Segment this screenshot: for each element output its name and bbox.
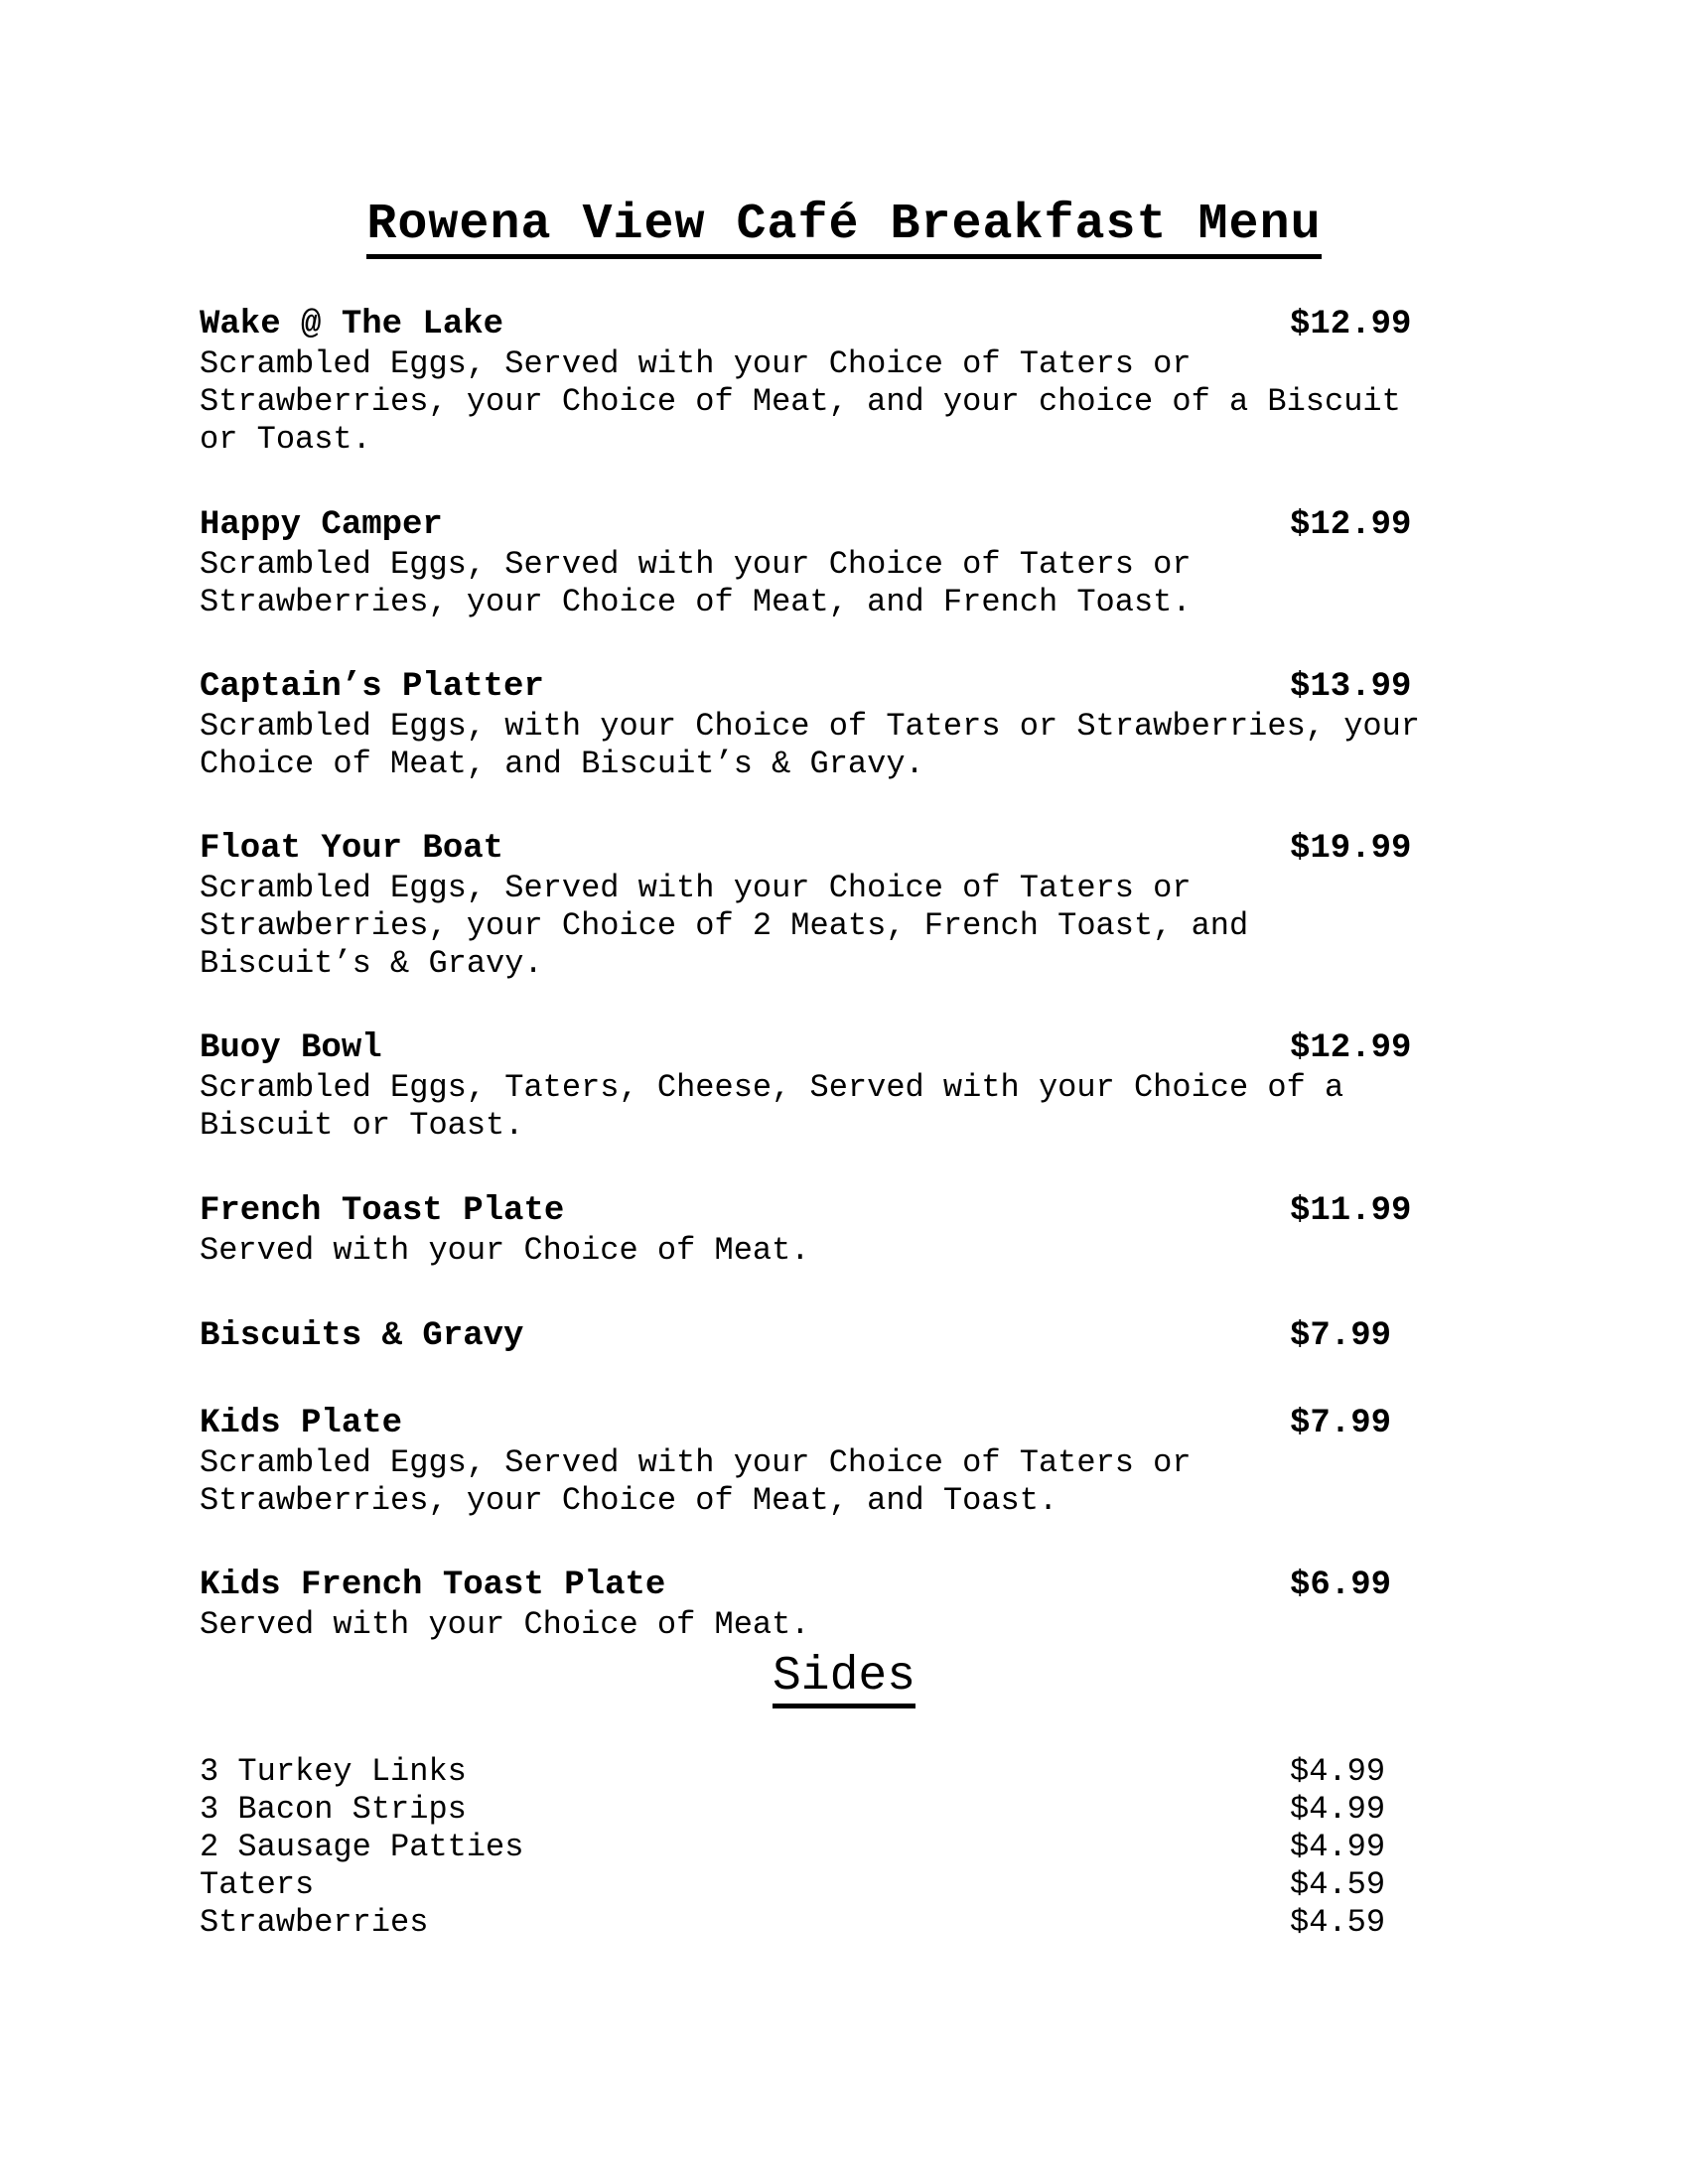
item-name: French Toast Plate — [200, 1192, 565, 1230]
side-name: 2 Sausage Patties — [200, 1829, 524, 1865]
item-name: Kids French Toast Plate — [200, 1567, 666, 1604]
item-name: Float Your Boat — [200, 830, 504, 868]
menu-item-biscuits-and-gravy — [200, 1315, 1490, 1357]
menu-item-happy-camper — [200, 504, 1490, 621]
item-name: Biscuits & Gravy — [200, 1317, 524, 1355]
item-name: Wake @ The Lake — [200, 306, 504, 343]
side-item — [200, 1904, 1490, 1942]
item-price: $19.99 — [1290, 830, 1412, 868]
side-price: $4.59 — [1290, 1866, 1386, 1903]
menu-item-french-toast-plate — [200, 1190, 1490, 1270]
item-price: $12.99 — [1290, 306, 1412, 343]
item-name: Captain’s Platter — [200, 668, 544, 706]
side-name: 3 Bacon Strips — [200, 1791, 467, 1828]
sides-heading — [0, 1648, 1688, 1706]
item-name: Happy Camper — [200, 506, 443, 544]
item-price: $12.99 — [1290, 1029, 1412, 1067]
menu-title — [0, 195, 1688, 256]
item-price: $11.99 — [1290, 1192, 1412, 1230]
item-name: Buoy Bowl — [200, 1029, 382, 1067]
item-name: Kids Plate — [200, 1405, 403, 1442]
sides-heading-text: Sides — [773, 1650, 915, 1708]
menu-item-wake-at-the-lake — [200, 304, 1490, 459]
menu-item-captains-platter — [200, 666, 1490, 783]
side-item — [200, 1829, 1490, 1866]
side-name: 3 Turkey Links — [200, 1753, 467, 1790]
item-price: $12.99 — [1290, 506, 1412, 544]
side-price: $4.99 — [1290, 1753, 1386, 1790]
item-description: Scrambled Eggs, Served with your Choice of Taters or Strawberries, your Choice of 2 Meats, French Toast, and Biscuit’s & Gravy. — [200, 870, 1249, 982]
item-price: $7.99 — [1290, 1317, 1392, 1355]
item-description: Scrambled Eggs, Served with your Choice of Taters or Strawberries, your Choice of Meat, and Toast. — [200, 1444, 1192, 1519]
side-item — [200, 1866, 1490, 1904]
item-description: Scrambled Eggs, with your Choice of Taters or Strawberries, your Choice of Meat, and Biscuit’s & Gravy. — [200, 708, 1420, 782]
side-name: Taters — [200, 1866, 315, 1903]
item-price: $7.99 — [1290, 1405, 1392, 1442]
item-description: Served with your Choice of Meat. — [200, 1606, 810, 1643]
menu-title-text: Rowena View Café Breakfast Menu — [366, 197, 1321, 259]
item-description: Scrambled Eggs, Served with your Choice of Taters or Strawberries, your Choice of Meat, and French Toast. — [200, 546, 1192, 620]
side-item — [200, 1753, 1490, 1791]
item-description: Scrambled Eggs, Taters, Cheese, Served with your Choice of a Biscuit or Toast. — [200, 1069, 1344, 1144]
menu-item-buoy-bowl — [200, 1027, 1490, 1145]
menu-item-float-your-boat — [200, 828, 1490, 983]
item-price: $13.99 — [1290, 668, 1412, 706]
item-description: Scrambled Eggs, Served with your Choice of Taters or Strawberries, your Choice of Meat, and your choice of a Biscuit or Toast. — [200, 345, 1401, 458]
side-item — [200, 1791, 1490, 1829]
side-price: $4.99 — [1290, 1791, 1386, 1828]
side-name: Strawberries — [200, 1904, 429, 1941]
side-price: $4.59 — [1290, 1904, 1386, 1941]
side-price: $4.99 — [1290, 1829, 1386, 1865]
item-price: $6.99 — [1290, 1567, 1392, 1604]
item-description: Served with your Choice of Meat. — [200, 1232, 810, 1269]
menu-item-kids-french-toast-plate — [200, 1565, 1490, 1644]
menu-item-kids-plate — [200, 1403, 1490, 1520]
